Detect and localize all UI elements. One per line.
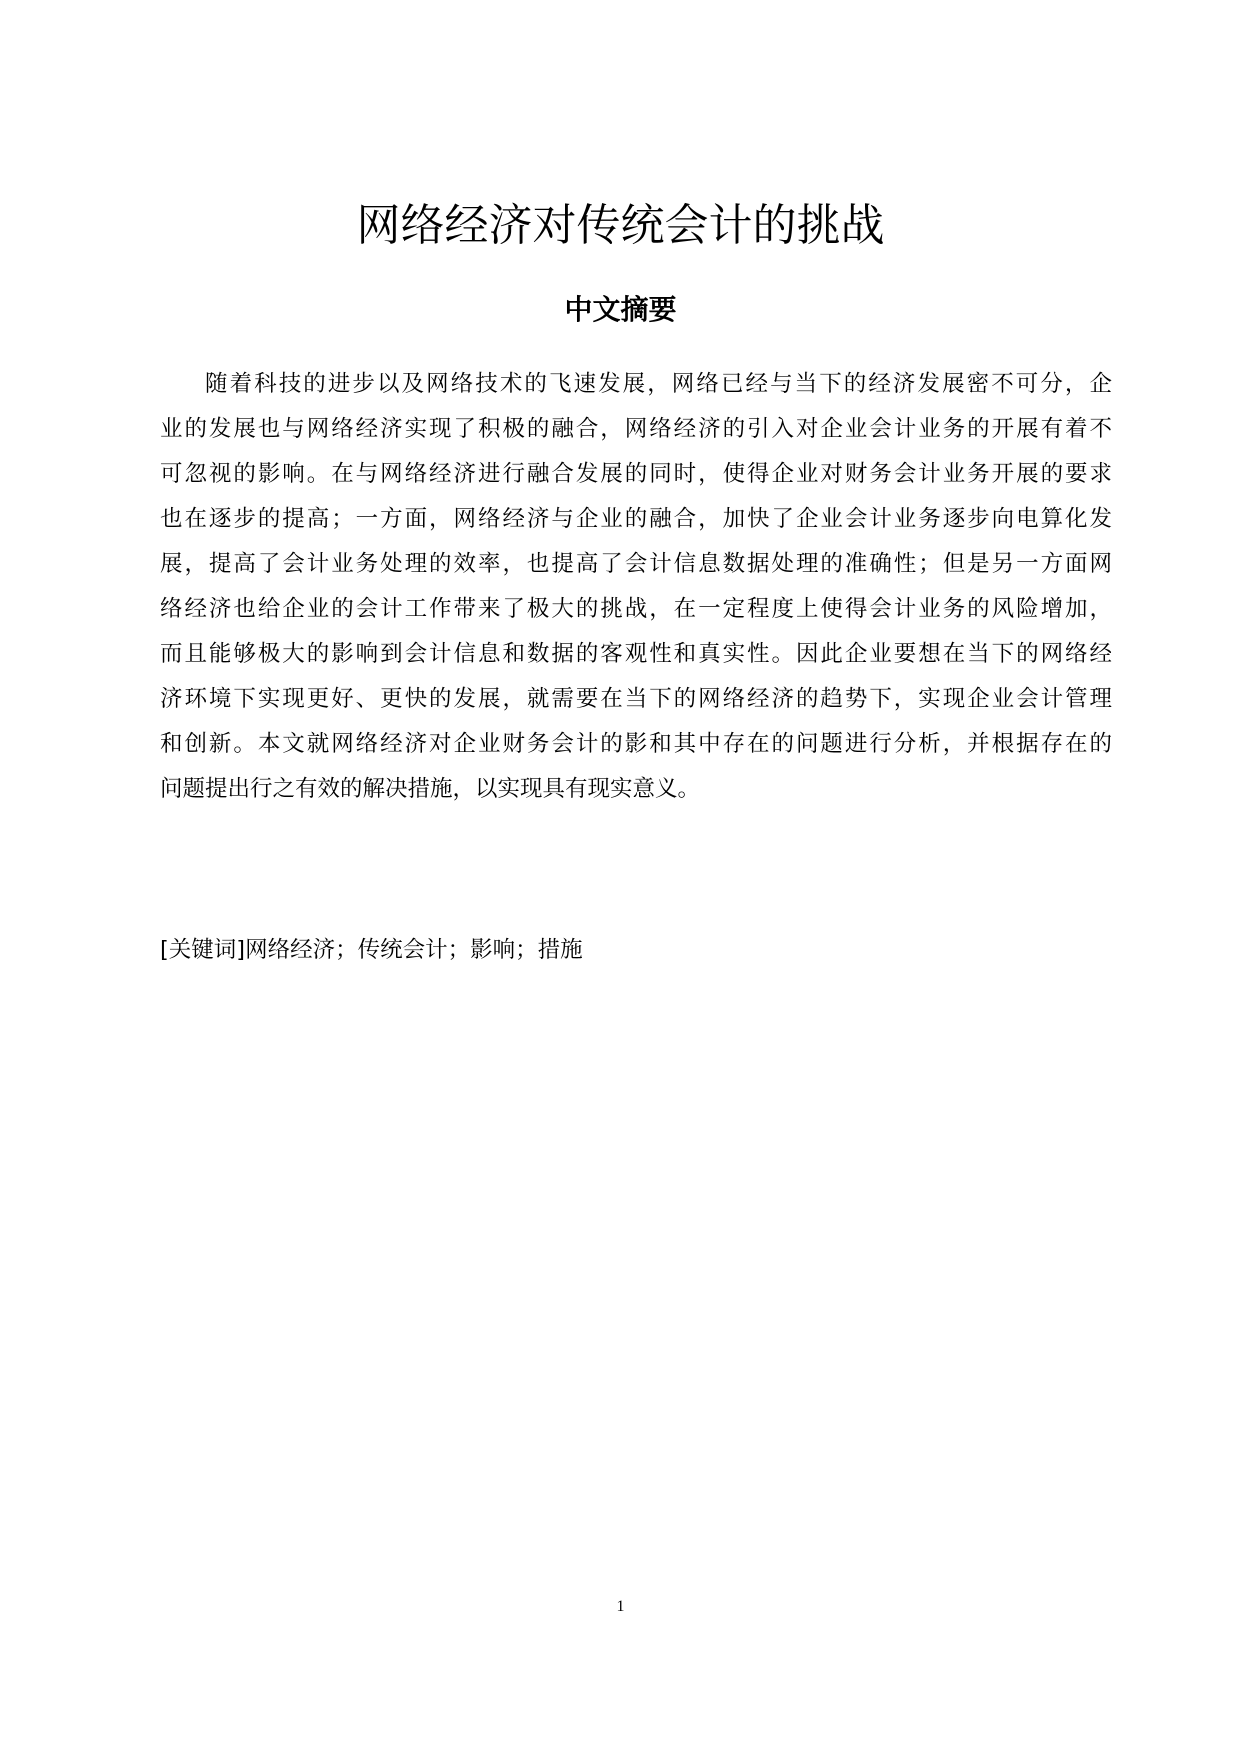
abstract-line: 问题提出行之有效的解决措施，以实现具有现实意义。 [160,776,701,802]
abstract-line: 络经济也给企业的会计工作带来了极大的挑战，在一定程度上使得会计业务的风险增加， [160,596,1112,622]
abstract-line: 也在逐步的提高；一方面，网络经济与企业的融合，加快了企业会计业务逐步向电算化发 [160,506,1112,532]
abstract-line: 展，提高了会计业务处理的效率，也提高了会计信息数据处理的准确性；但是另一方面网 [160,551,1112,577]
abstract-line: 可忽视的影响。在与网络经济进行融合发展的同时，使得企业对财务会计业务开展的要求 [160,461,1112,487]
abstract-line: 济环境下实现更好、更快的发展，就需要在当下的网络经济的趋势下，实现企业会计管理 [160,686,1112,712]
document-title: 网络经济对传统会计的挑战 [356,200,885,251]
abstract-line: 和创新。本文就网络经济对企业财务会计的影和其中存在的问题进行分析，并根据存在的 [160,731,1112,757]
keywords-text: 网络经济；传统会计；影响；措施 [245,937,583,963]
keywords-label: [关键词] [160,937,246,963]
abstract-line: 随着科技的进步以及网络技术的飞速发展，网络已经与当下的经济发展密不可分，企 [205,371,1112,397]
abstract-line: 而且能够极大的影响到会计信息和数据的客观性和真实性。因此企业要想在当下的网络经 [160,641,1112,667]
abstract-paragraph [160,362,1112,812]
keywords-line [160,930,583,970]
abstract-heading: 中文摘要 [564,293,677,326]
abstract-line: 业的发展也与网络经济实现了积极的融合，网络经济的引入对企业会计业务的开展有着不 [160,416,1112,442]
page-number: 1 [616,1598,625,1615]
